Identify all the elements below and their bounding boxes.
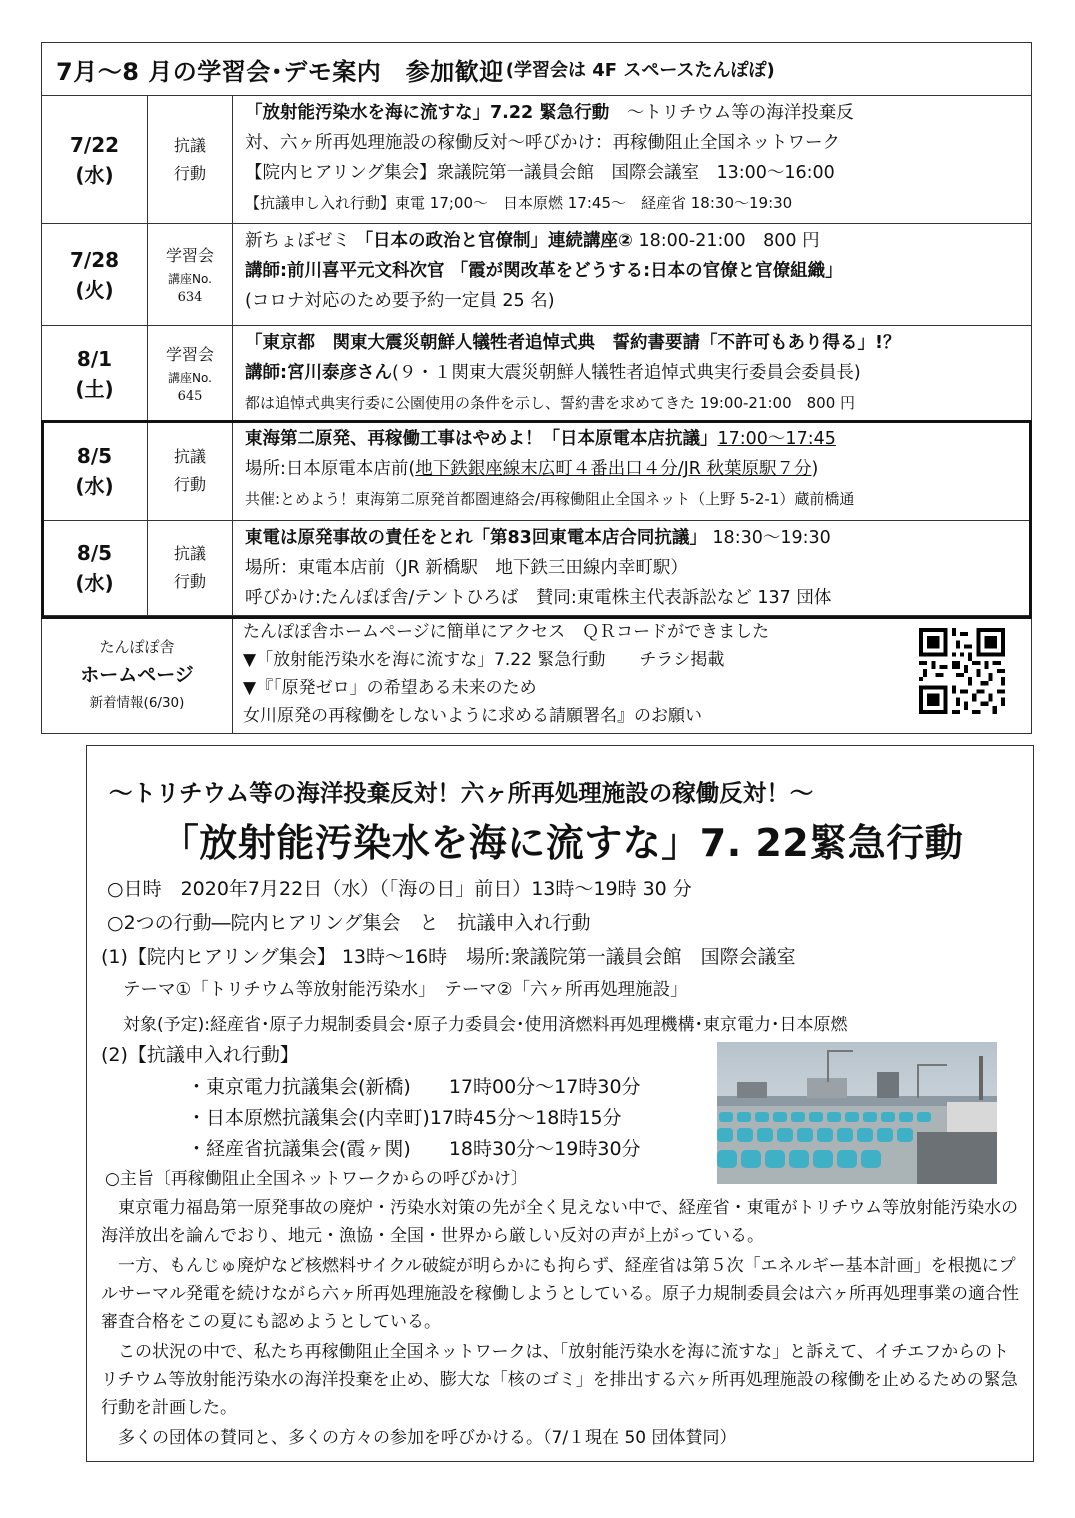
homepage-label: たんぽぽ舎 ホームページ 新着情報(6/30): [42, 616, 233, 733]
event-type: 学習会 講座No. 645: [148, 326, 233, 421]
flyer-item2: (2)【抗議申入れ行動】: [101, 1044, 299, 1066]
flyer: [86, 745, 1034, 1462]
event-details: 「東京都 関東大震災朝鮮人犠牲者追悼式典 誓約書要請「不許可もあり得る」!？ 講師:宮川泰彦さん(９・１関東大震災朝鮮人犠牲者追悼式典実行委員会委員長) 都は追悼式典実行委に公園使用の条件を示し、誓約書を求めてきた 19:00-21:00 800 円: [245, 333, 901, 412]
event-date: 8/5 (水): [42, 521, 148, 615]
flyer-purpose: ○主旨〔再稼働阻止全国ネットワークからの呼びかけ〕: [105, 1169, 528, 1189]
flyer-paragraph: 東京電力福島第一原発事故の廃炉・汚染水対策の先が全く見えない中で、経産省・東電がトリチウム等放射能汚染水の海洋放出を論んでおり、地元・漁協・全国・世界から厳しい反対の声が上がっている。: [101, 1198, 1019, 1246]
event-type: 抗議 行動: [148, 422, 233, 520]
homepage-news: たんぽぽ舎ホームページに簡単にアクセス ＱＲコードができました ▼「放射能汚染水を海に流すな」7.22 緊急行動 チラシ掲載 ▼『「原発ゼロ」の希望ある未来のため 女川原発の再稼働をしないように求める請願署名』のお願い: [233, 616, 1031, 733]
event-type: 抗議 行動: [148, 521, 233, 615]
event-details: 新ちょぼゼミ 「日本の政治と官僚制」連続講座② 18:00-21:00 800 円 講師:前川喜平元文科次官 「霞が関改革をどうする:日本の官僚と官僚組織」 (コロナ対応のため要予約一定員 25 名): [245, 231, 843, 311]
qr-code-icon[interactable]: [919, 628, 1005, 714]
event-date: 8/1 (土): [42, 326, 148, 421]
schedule-title: 7月～8 月の学習会･デモ案内 参加歓迎: [56, 57, 504, 86]
schedule-table: [41, 42, 1032, 734]
flyer-themes: テーマ①「トリチウム等放射能汚染水」 テーマ②「六ヶ所再処理施設」: [123, 980, 688, 1000]
flyer-subtitle: ～トリチウム等の海洋投棄反対！六ヶ所再処理施設の稼働反対！～: [109, 779, 814, 807]
flyer-paragraph: 一方、もんじゅ廃炉など核燃料サイクル破綻が明らかにも拘らず、経産省は第５次「エネルギー基本計画」を根拠にプルサーマル発電を続けながら六ヶ所再処理施設を稼働しようとしている。原子力規制委員会は六ヶ所再処理事業の適合性審査合格をこの夏にも認めようとしている。: [101, 1256, 1019, 1332]
schedule-row: [42, 422, 1031, 521]
event-date: 7/28 (火): [42, 224, 148, 325]
event-type: 学習会 講座No. 634: [148, 224, 233, 325]
flyer-title: 「放射能汚染水を海に流すな」7. 22緊急行動: [160, 821, 964, 865]
schedule-subtitle: (学習会は 4F スペースたんぽぽ): [505, 60, 775, 81]
flyer-paragraph: 多くの団体の賛同と、多くの方々の参加を呼びかける。（7/１現在 50 団体賛同）: [101, 1428, 737, 1448]
event-details: 東海第二原発、再稼働工事はやめよ！「日本原電本店抗議」17:00～17:45 場所:日本原電本店前(地下鉄銀座線末広町４番出口４分/JR 秋葉原駅７分) 共催:とめよう！東海第二原発首都圏連絡会/再稼働阻止全国ネット（上野 5-2-1）蔵前橋通: [245, 429, 855, 508]
flyer-protest: ・東京電力抗議集会(新橋) 17時00分～17時30分: [187, 1076, 641, 1098]
flyer-item1: (1)【院内ヒアリング集会】 13時～16時 場所:衆議院第一議員会館 国際会議室: [101, 946, 796, 968]
flyer-actions: ○2つの行動―院内ヒアリング集会 と 抗議申入れ行動: [107, 912, 591, 934]
flyer-datetime: ○日時 2020年7月22日（水）（「海の日」前日）13時～19時 30 分: [107, 878, 692, 900]
flyer-paragraph: この状況の中で、私たち再稼働阻止全国ネットワークは、「放射能汚染水を海に流すな」と訴えて、イチエフからのトリチウム等放射能汚染水の海洋投棄を止め、膨大な「核のゴミ」を排出する六ヶ所再処理施設の稼働を止めるための緊急行動を計画した。: [101, 1342, 1018, 1418]
event-details: 東電は原発事故の責任をとれ「第83回東電本店合同抗議」 18:30～19:30 場所：東電本店前（JR 新橋駅 地下鉄三田線内幸町駅） 呼びかけ:たんぽぽ舎/テントひろば 賛同:東電株主代表訴訟など 137 団体: [245, 528, 832, 608]
plant-photo: [717, 1042, 997, 1184]
schedule-row: [42, 521, 1031, 616]
flyer-protest: ・日本原燃抗議集会(内幸町)17時45分～18時15分: [187, 1107, 622, 1129]
event-type: 抗議 行動: [148, 96, 233, 223]
event-date: 8/5 (水): [42, 422, 148, 520]
schedule-row: [42, 224, 1031, 326]
flyer-protest: ・経産省抗議集会(霞ヶ関) 18時30分～19時30分: [187, 1138, 641, 1160]
schedule-header: [42, 43, 1031, 96]
schedule-row: [42, 96, 1031, 224]
flyer-targets: 対象(予定):経産省･原子力規制委員会･原子力委員会･使用済燃料再処理機構･東京電力･日本原燃: [123, 1015, 848, 1035]
schedule-row: [42, 326, 1031, 422]
event-date: 7/22 (水): [42, 96, 148, 223]
homepage-row: [42, 616, 1031, 733]
event-details: 「放射能汚染水を海に流すな」7.22 緊急行動 ～トリチウム等の海洋投棄反 対、六ヶ所再処理施設の稼働反対～呼びかけ：再稼働阻止全国ネットワーク 【院内ヒアリング集会】衆議院第一議員会館 国際会議室 13:00～16:00 【抗議申し入れ行動】東電 17;00～ 日本原燃 17:45～ 経産省 18:30～19:30: [245, 103, 854, 212]
